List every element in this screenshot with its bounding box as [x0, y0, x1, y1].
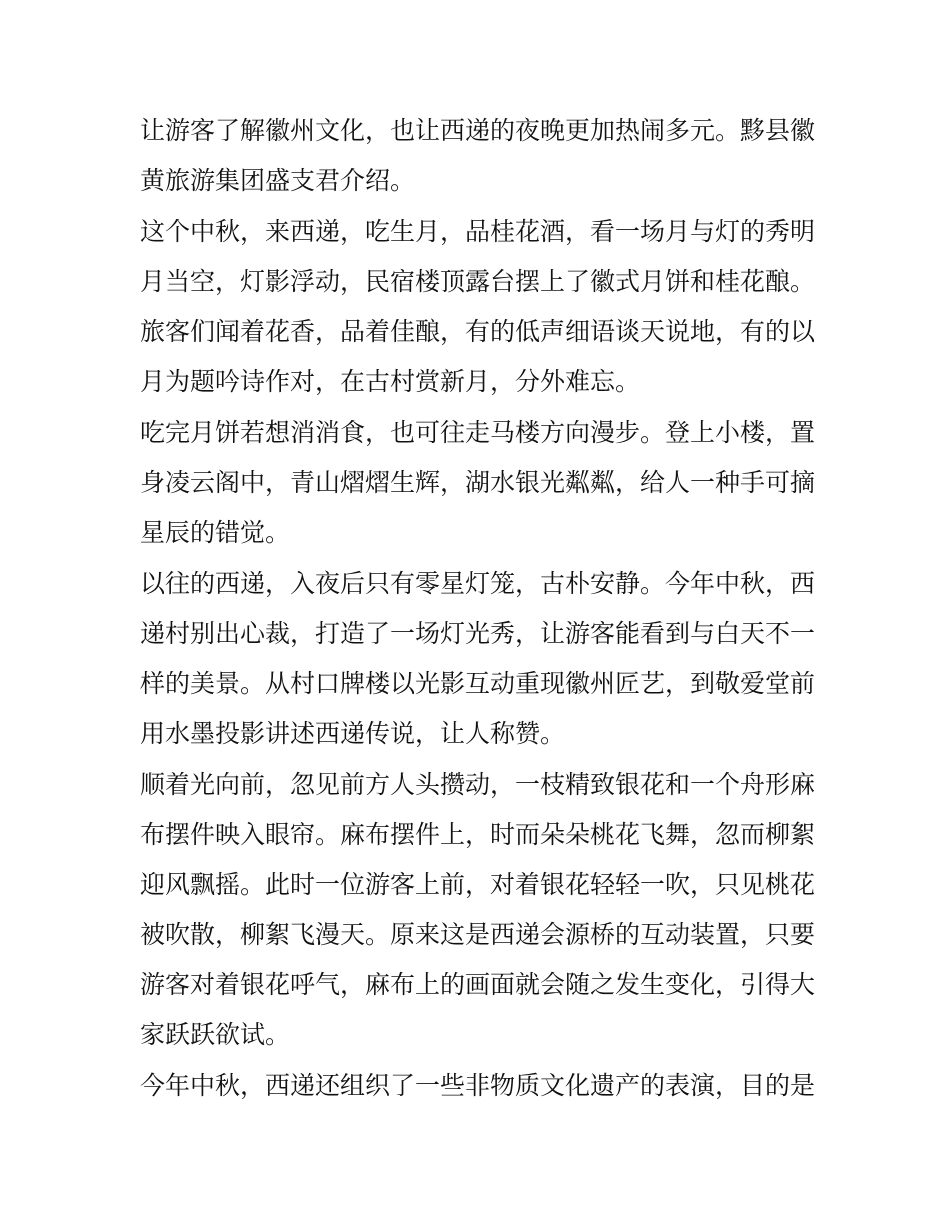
text-line: 家跃跃欲试。: [140, 1020, 291, 1049]
text-line: 用水墨投影讲述西递传说，让人称赞。: [140, 719, 566, 748]
text-line: 星辰的错觉。: [140, 518, 291, 547]
text-line: 递村别出心裁，打造了一场灯光秀，让游客能看到与白天不一: [140, 619, 816, 648]
text-line: 身凌云阁中，青山熠熠生辉，湖水银光粼粼，给人一种手可摘: [140, 468, 816, 497]
paragraph-2: [140, 209, 815, 409]
text-line: 黄旅游集团盛支君介绍。: [140, 166, 416, 195]
text-line: 顺着光向前，忽见前方人头攒动，一枝精致银花和一个舟形麻: [140, 770, 816, 799]
text-line: 迎风飘摇。此时一位游客上前，对着银花轻轻一吹，只见桃花: [140, 870, 816, 899]
document-body: [140, 108, 815, 1113]
text-line: 月为题吟诗作对，在古村赏新月，分外难忘。: [140, 367, 641, 396]
text-line: 吃完月饼若想消消食，也可往走马楼方向漫步。登上小楼，置: [140, 418, 816, 447]
paragraph-5: [140, 762, 815, 1062]
paragraph-4: [140, 561, 815, 761]
text-line: 月当空，灯影浮动，民宿楼顶露台摆上了徽式月饼和桂花酿。: [140, 267, 816, 296]
text-line: 以往的西递，入夜后只有零星灯笼，古朴安静。今年中秋，西: [140, 569, 816, 598]
text-line: 布摆件映入眼帘。麻布摆件上，时而朵朵桃花飞舞，忽而柳絮: [140, 820, 816, 849]
text-line: 今年中秋，西递还组织了一些非物质文化遗产的表演，目的是: [140, 1071, 816, 1100]
text-line: 让游客了解徽州文化，也让西递的夜晚更加热闹多元。黟县徽: [140, 116, 816, 145]
text-line: 这个中秋，来西递，吃生月，品桂花酒，看一场月与灯的秀明: [140, 217, 816, 246]
text-line: 旅客们闻着花香，品着佳酿，有的低声细语谈天说地，有的以: [140, 317, 816, 346]
text-line: 样的美景。从村口牌楼以光影互动重现徽州匠艺，到敬爱堂前: [140, 669, 816, 698]
paragraph-1: [140, 108, 815, 208]
paragraph-6: [140, 1063, 815, 1113]
text-line: 游客对着银花呼气，麻布上的画面就会随之发生变化，引得大: [140, 970, 816, 999]
text-line: 被吹散，柳絮飞漫天。原来这是西递会源桥的互动装置，只要: [140, 920, 816, 949]
paragraph-3: [140, 410, 815, 560]
